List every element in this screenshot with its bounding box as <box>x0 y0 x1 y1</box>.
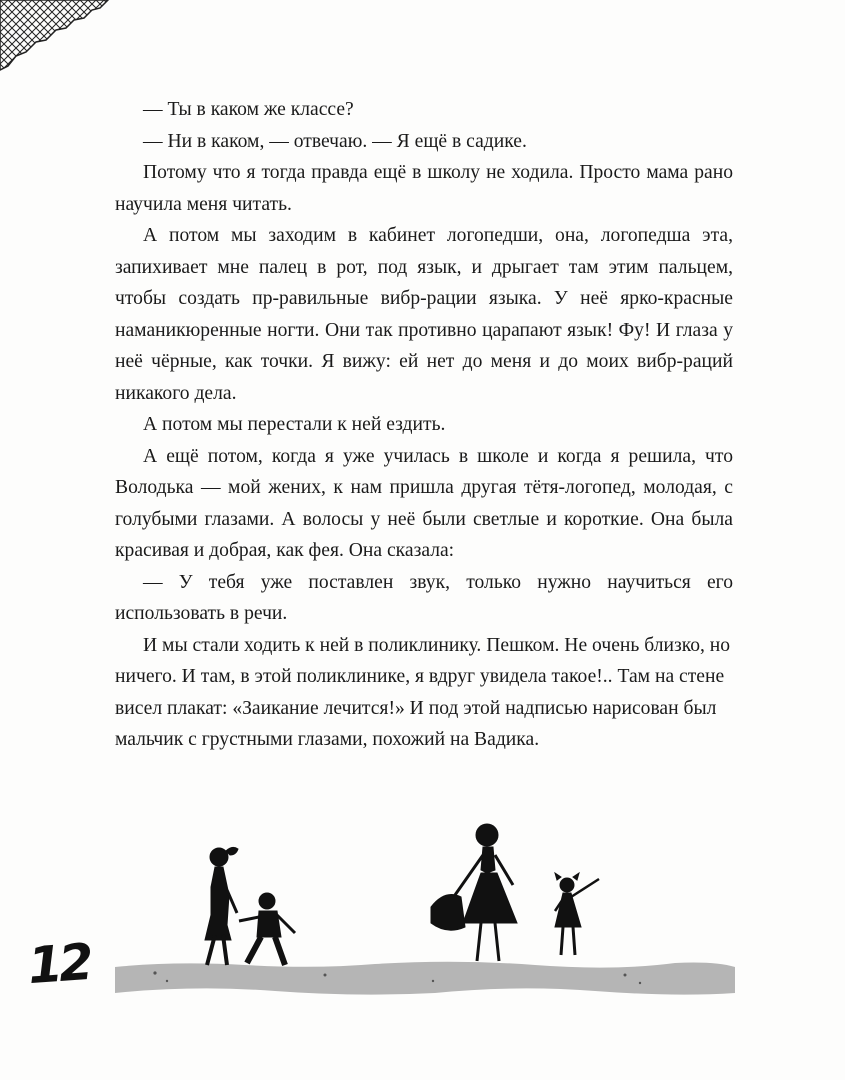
silhouette-illustration <box>115 815 735 1005</box>
boy-silhouette <box>239 893 295 965</box>
page-number: 12 <box>26 932 92 996</box>
crosshatch-corner-decoration <box>0 0 110 72</box>
paragraph: А потом мы заходим в кабинет логопедши, она, логопедша эта, запихивает мне палец в рот, под язык, и дрыгает там этим пальцем, чтобы создать пр-равильные вибр-рации языка. У неё ярко-красные наманикюренные ногти. Они так противно царапают язык! Фу! И глаза у неё чёрные, как точки. Я вижу: ей нет до меня и до моих вибр-раций никакого дела. <box>115 225 733 404</box>
mother-silhouette <box>205 847 238 965</box>
body-text <box>115 94 733 756</box>
paragraph: А ещё потом, когда я уже училась в школе и когда я решила, что Володька — мой жених, к нам пришла другая тётя-логопед, молодая, с голубыми глазами. А волосы у неё были светлые и короткие. Она была красивая и добрая, как фея. Она сказала: <box>115 445 733 561</box>
paragraph: Потому что я тогда правда ещё в школу не ходила. Просто мама рано научила меня читать. <box>115 162 733 215</box>
paragraph: — У тебя уже поставлен звук, только нужно научиться его использовать в речи. <box>115 571 733 624</box>
paragraph: А потом мы перестали к ней ездить. <box>143 414 446 435</box>
paragraph: И мы стали ходить к ней в поликлинику. Пешком. Не очень близко, но ничего. И там, в этой поликлинике, я вдруг увидела такое!.. Там на стене висел плакат: «Заикание лечится!» И под этой надписью нарисован был мальчик с грустными глазами, похожий на Вадика. <box>115 634 731 750</box>
logoped-woman-silhouette <box>431 824 517 961</box>
girl-silhouette <box>555 873 599 955</box>
paragraph: — Ни в каком, — отвечаю. — Я ещё в садике. <box>143 130 527 152</box>
ground-strip <box>115 962 735 995</box>
paragraph: — Ты в каком же классе? <box>143 99 354 120</box>
